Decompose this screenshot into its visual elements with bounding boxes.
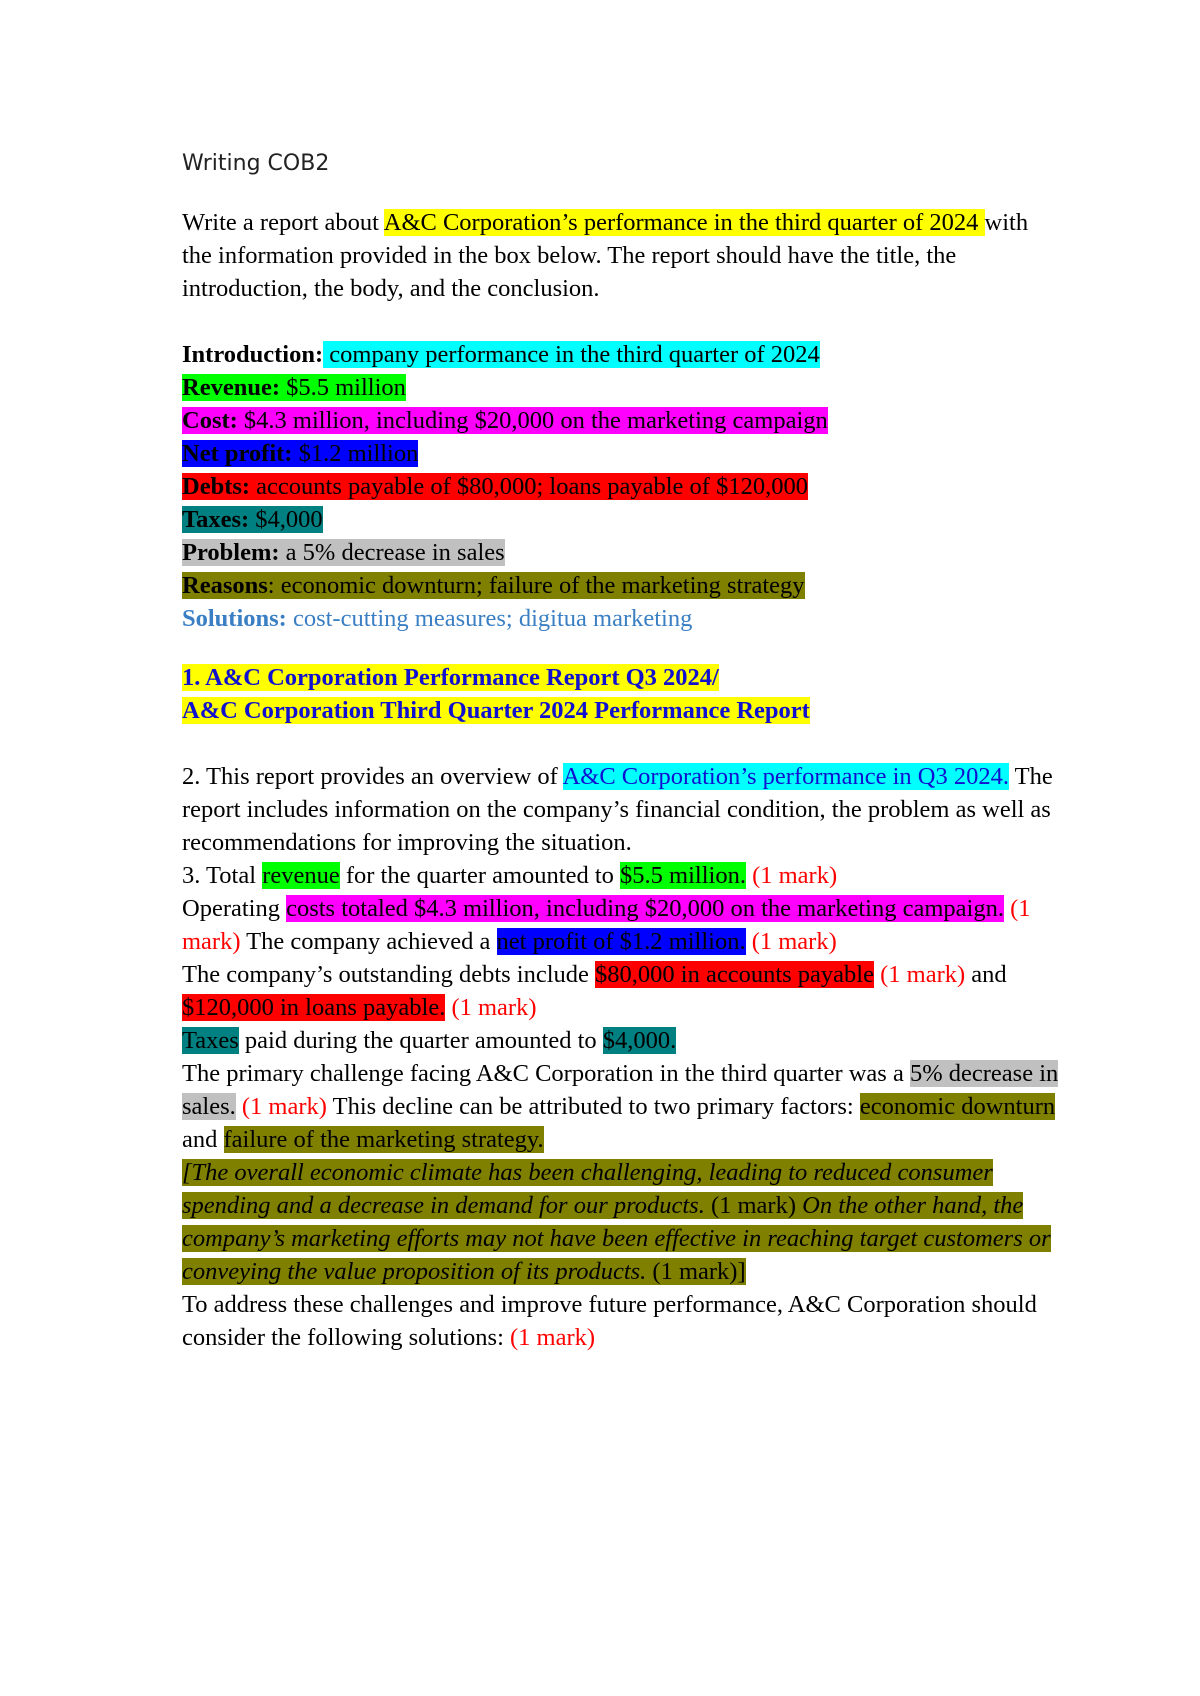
- reasons-label: Reasons: [182, 572, 268, 599]
- solutions-value: cost-cutting measures; digitua marketing: [286, 605, 693, 632]
- hl-revenue-amount: $5.5 million.: [620, 862, 746, 889]
- p3-text-h: The primary challenge facing A&C Corporation in the third quarter was a: [182, 1060, 910, 1087]
- intro-label: Introduction:: [182, 341, 324, 368]
- debts-label: Debts:: [182, 473, 251, 500]
- mark-7: (1 mark): [704, 1192, 797, 1219]
- hl-factor-1: economic downturn: [859, 1093, 1056, 1120]
- p2-text-a: 2. This report provides an overview of: [182, 763, 563, 790]
- mark-2: (1 mark): [182, 895, 1031, 955]
- prompt-highlight: A&C Corporation’s performance in the third quarter of 2024: [383, 209, 985, 236]
- explanation-2: On the other hand, the company’s marketing efforts may not have been effective in reaching target customers or conveying the value proposition of its products.: [182, 1192, 1051, 1285]
- hl-costs: costs totaled $4.3 million, including $20,000 on the marketing campaign.: [286, 895, 1004, 922]
- p3-text-f: and: [965, 961, 1007, 988]
- mark-9: (1 mark): [503, 1324, 596, 1351]
- reasons-value: : economic downturn; failure of the marketing strategy: [267, 572, 805, 599]
- explanation-1: [The overall economic climate has been challenging, leading to reduced consumer spending and a decrease in demand for our products.: [182, 1159, 993, 1219]
- document-page: [182, 148, 1062, 1354]
- hl-tax-amount: $4,000.: [602, 1027, 677, 1054]
- p2-text-b: The report includes information on the company’s financial condition, the problem as well as recommendations for improving the situation.: [182, 763, 1053, 856]
- profit-label: Net profit:: [182, 440, 293, 467]
- hl-factor-2: failure of the marketing strategy.: [223, 1126, 544, 1153]
- hl-loans-payable: $120,000 in loans payable.: [182, 994, 446, 1021]
- mark-4: (1 mark): [873, 961, 966, 988]
- hl-decline: 5% decrease in sales.: [182, 1060, 1059, 1120]
- box-introduction: [182, 338, 1062, 371]
- p3-text-k: To address these challenges and improve future performance, A&C Corporation should consider the following solutions:: [182, 1291, 1037, 1351]
- body-reasons-explanation: [182, 1156, 1062, 1288]
- problem-value: a 5% decrease in sales: [279, 539, 505, 566]
- title-line-1: 1. A&C Corporation Performance Report Q3 2024/: [182, 664, 719, 691]
- problem-label: Problem:: [182, 539, 280, 566]
- box-cost: [182, 404, 1062, 437]
- info-box: [182, 338, 1062, 635]
- p3-text-e: The company’s outstanding debts include: [182, 961, 596, 988]
- taxes-value: $4,000: [249, 506, 323, 533]
- intro-value: company performance in the third quarter of 2024: [323, 341, 820, 368]
- prompt-text-a: Write a report about: [182, 209, 384, 236]
- hl-revenue: revenue: [262, 862, 340, 889]
- profit-value: $1.2 million: [292, 440, 419, 467]
- paragraph-introduction: [182, 760, 1062, 859]
- p2-highlight: A&C Corporation’s performance in Q3 2024.: [562, 763, 1009, 790]
- body-debts-line: [182, 958, 1062, 1024]
- box-reasons: [182, 569, 1062, 602]
- task-prompt: [182, 206, 1062, 305]
- box-taxes: [182, 503, 1062, 536]
- revenue-value: $5.5 million: [279, 374, 406, 401]
- p3-text-c: Operating: [182, 895, 287, 922]
- box-problem: [182, 536, 1062, 569]
- mark-3: (1 mark): [745, 928, 837, 955]
- body-cost-line: [182, 892, 1062, 958]
- box-debts: [182, 470, 1062, 503]
- mark-6: (1 mark): [235, 1093, 327, 1120]
- p3-text-i: This decline can be attributed to two primary factors:: [326, 1093, 860, 1120]
- mark-5: (1 mark): [445, 994, 537, 1021]
- solutions-label: Solutions:: [182, 605, 287, 632]
- p3-text-d: The company achieved a: [240, 928, 497, 955]
- mark-1: (1 mark): [745, 862, 838, 889]
- mark-8: (1 mark)]: [646, 1258, 746, 1285]
- p3-text-b: for the quarter amounted to: [339, 862, 621, 889]
- cost-value: $4.3 million, including $20,000 on the marketing campaign: [237, 407, 828, 434]
- body-problem-line: [182, 1057, 1062, 1156]
- report-title: [182, 661, 1062, 727]
- debts-value: accounts payable of $80,000; loans payable of $120,000: [250, 473, 808, 500]
- p3-text-a: 3. Total: [182, 862, 263, 889]
- document-heading: Writing COB2: [182, 151, 330, 176]
- p3-text-j: and: [182, 1126, 224, 1153]
- p3-text-g: paid during the quarter amounted to: [238, 1027, 603, 1054]
- taxes-label: Taxes:: [182, 506, 250, 533]
- body-taxes-line: [182, 1024, 1062, 1057]
- prompt-text-b: with the information provided in the box below. The report should have the title, the introduction, the body, and the conclusion.: [182, 209, 1029, 302]
- revenue-label: Revenue:: [182, 374, 280, 401]
- paragraph-body: [182, 859, 1062, 1354]
- box-net-profit: [182, 437, 1062, 470]
- body-solutions-line: [182, 1288, 1062, 1354]
- cost-label: Cost:: [182, 407, 238, 434]
- box-revenue: [182, 371, 1062, 404]
- body-revenue-line: [182, 859, 1062, 892]
- hl-net-profit: net profit of $1.2 million.: [496, 928, 746, 955]
- hl-taxes: Taxes: [182, 1027, 239, 1054]
- title-line-2: A&C Corporation Third Quarter 2024 Performance Report: [182, 697, 810, 724]
- box-solutions: [182, 602, 1062, 635]
- hl-accounts-payable: $80,000 in accounts payable: [595, 961, 874, 988]
